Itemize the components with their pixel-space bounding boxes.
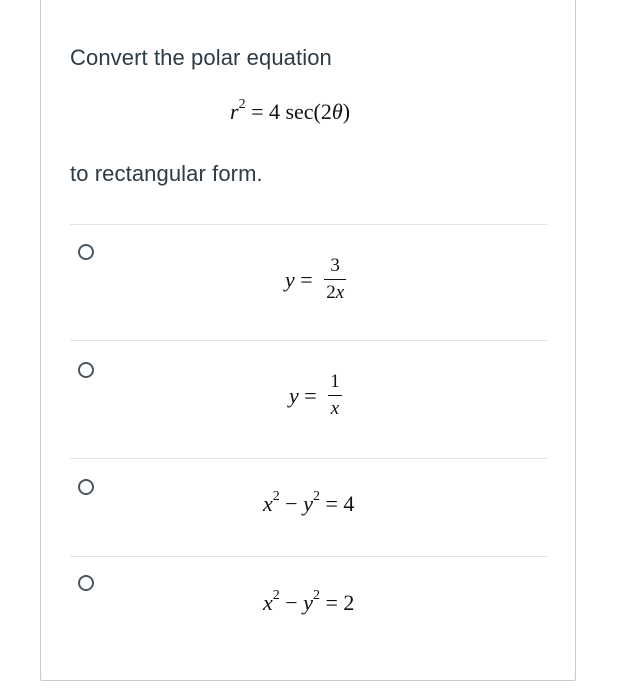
answer-choice-3[interactable] — [70, 459, 547, 555]
choice-2-lhs: y — [289, 382, 299, 408]
choice-1-denominator-var: x — [335, 282, 345, 303]
fraction-bar — [324, 279, 346, 280]
choice-3-x-exponent: 2 — [272, 488, 280, 504]
choice-4-equation — [263, 587, 355, 616]
choice-1-denominator — [324, 282, 346, 304]
choice-4-y: y — [303, 590, 313, 615]
choice-4-y-exponent: 2 — [312, 587, 320, 603]
choice-3-y: y — [303, 491, 313, 516]
choice-4-x-exponent: 2 — [272, 587, 280, 603]
equation-r-exponent: 2 — [238, 96, 246, 112]
question-card — [40, 0, 576, 681]
choice-2-equation — [289, 371, 342, 420]
equation-rhs: = 4 sec(2 — [251, 99, 332, 124]
equation-theta: θ — [331, 99, 343, 124]
equation-r: r — [230, 99, 239, 124]
choice-4-x: x — [263, 590, 273, 615]
fraction-bar — [328, 395, 342, 396]
radio-button-1[interactable] — [78, 244, 94, 260]
choice-1-fraction — [324, 255, 346, 304]
choice-1-equals: = — [300, 266, 313, 292]
question-outro: to rectangular form. — [70, 161, 263, 186]
choice-1-numerator: 3 — [330, 255, 340, 276]
choice-2-equals: = — [304, 382, 317, 408]
choice-2-fraction — [328, 371, 342, 420]
choice-3-x: x — [263, 491, 273, 516]
answer-choice-1[interactable] — [70, 225, 547, 339]
answer-choice-4[interactable] — [70, 557, 547, 657]
choice-2-denominator: x — [330, 398, 340, 419]
radio-button-2[interactable] — [78, 362, 94, 378]
radio-button-3[interactable] — [78, 479, 94, 495]
question-intro: Convert the polar equation — [70, 45, 332, 70]
choice-3-y-exponent: 2 — [312, 488, 320, 504]
choice-3-equation — [263, 488, 355, 517]
choice-2-numerator: 1 — [330, 371, 340, 392]
answer-choice-2[interactable] — [70, 341, 547, 457]
choice-3-minus: − — [285, 491, 298, 516]
choice-1-lhs: y — [285, 266, 295, 292]
polar-equation — [230, 96, 351, 125]
choice-1-equation — [285, 255, 346, 304]
equation-close-paren: ) — [342, 99, 351, 124]
choice-1-denominator-coef: 2 — [326, 282, 336, 303]
choice-3-rhs: = 4 — [325, 491, 355, 516]
radio-button-4[interactable] — [78, 575, 94, 591]
choice-4-rhs: = 2 — [325, 590, 355, 615]
choice-4-minus: − — [285, 590, 298, 615]
